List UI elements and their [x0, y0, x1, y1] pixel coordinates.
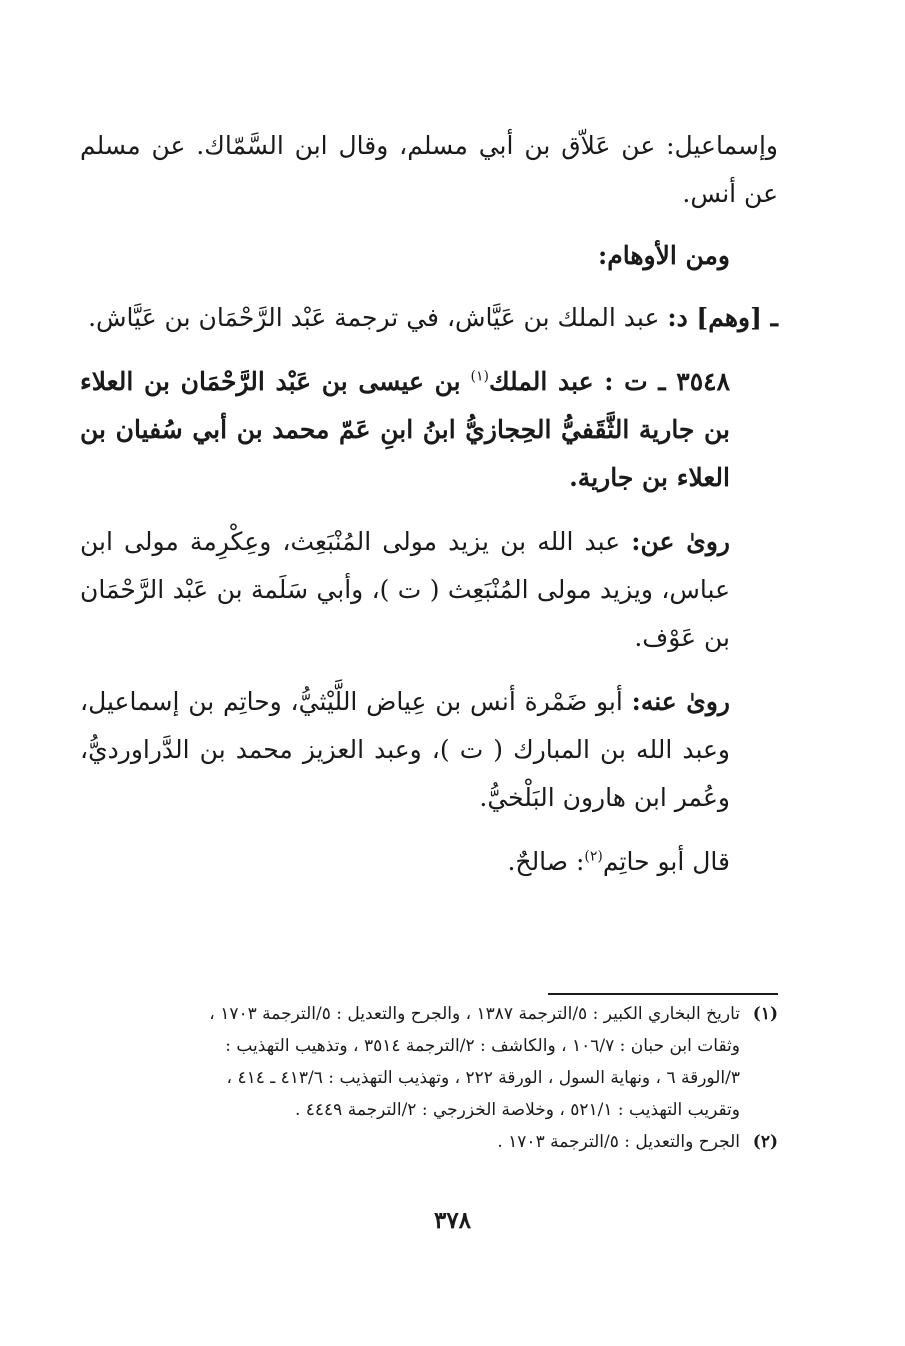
rawa-an-paragraph — [80, 518, 778, 662]
awham-lead: ـ [وهم] د: — [667, 303, 778, 332]
footnote-ref-1[interactable]: (١) — [470, 368, 489, 385]
paragraph-continuation: وإسماعيل: عن عَلاّق بن أبي مسلم، وقال ابن السَّمّاك. عن مسلم عن أنس. — [80, 131, 778, 208]
page-number: ٣٧٨ — [433, 1207, 472, 1234]
rawa-an-label: رویٰ عن: — [631, 527, 731, 556]
footnote-2-number: (٢) — [752, 1132, 778, 1152]
awham-text: عبد الملك بن عَيَّاش، في ترجمة عَبْد الرَّحْمَان بن عَيَّاش. — [88, 303, 660, 332]
rawa-an-text: عبد الله بن يزيد مولى المُنْبَعِث، وعِكْرِمة مولى ابن عباس، ويزيد مولى المُنْبَعِث ( ت )، وأبي سَلَمة بن عَبْد الرَّحْمَان بن عَوْف. — [80, 527, 730, 652]
rawa-anhu-text: أبو ضَمْرة أنس بن عِياض اللَّيْثيُّ، وحاتِم بن إسماعيل، وعبد الله بن المبارك ( ت )، وعبد العزيز محمد بن الدَّراورديُّ، وعُمر ابن هارون البَلْخيُّ. — [80, 687, 730, 812]
footnote-1-line — [80, 998, 778, 1030]
qala-paragraph — [80, 838, 778, 886]
entry-3548 — [80, 358, 778, 502]
qala-lead: قال أبو حاتِم — [602, 847, 730, 876]
footnote-1-text: تاريخ البخاري الكبير : ٥/الترجمة ١٣٨٧ ، والجرح والتعديل : ٥/الترجمة ١٧٠٣ ، — [209, 1004, 740, 1024]
entry-text: بن عيسى بن عَبْد الرَّحْمَان بن العلاء بن جارية الثَّقَفيُّ الحِجازيُّ ابنُ ابنِ عَمّ محمد بن أبي سُفيان بن العلاء بن جارية. — [80, 367, 730, 492]
qala-text: : صالحٌ. — [507, 847, 585, 876]
main-text — [80, 122, 778, 886]
awham-heading: ومن الأوهام: — [598, 241, 730, 270]
footnote-divider — [548, 993, 778, 995]
footnote-ref-2[interactable]: (٢) — [584, 848, 603, 865]
footnote-1-number: (١) — [752, 1004, 778, 1024]
footnote-1-line: وثقات ابن حبان : ١٠٦/٧ ، والكاشف : ٢/الترجمة ٣٥١٤ ، وتذهيب التهذيب : — [225, 1036, 740, 1056]
footnote-1-line: ٣/الورقة ٦ ، ونهاية السول ، الورقة ٢٢٢ ، وتهذيب التهذيب : ٤١٣/٦ ـ ٤١٤ ، — [226, 1068, 740, 1088]
footnote-1-line: وتقريب التهذيب : ٥٢١/١ ، وخلاصة الخزرجي : ٢/الترجمة ٤٤٤٩ . — [294, 1100, 740, 1120]
rawa-anhu-label: رویٰ عنه: — [631, 687, 730, 716]
footnotes — [80, 998, 778, 1158]
footnote-2-line — [80, 1126, 778, 1158]
awham-paragraph — [80, 294, 778, 342]
entry-lead: ٣٥٤٨ ـ ت : عبد الملك — [488, 367, 730, 396]
rawa-anhu-paragraph — [80, 678, 778, 822]
footnote-2-text: الجرح والتعديل : ٥/الترجمة ١٧٠٣ . — [497, 1132, 740, 1152]
